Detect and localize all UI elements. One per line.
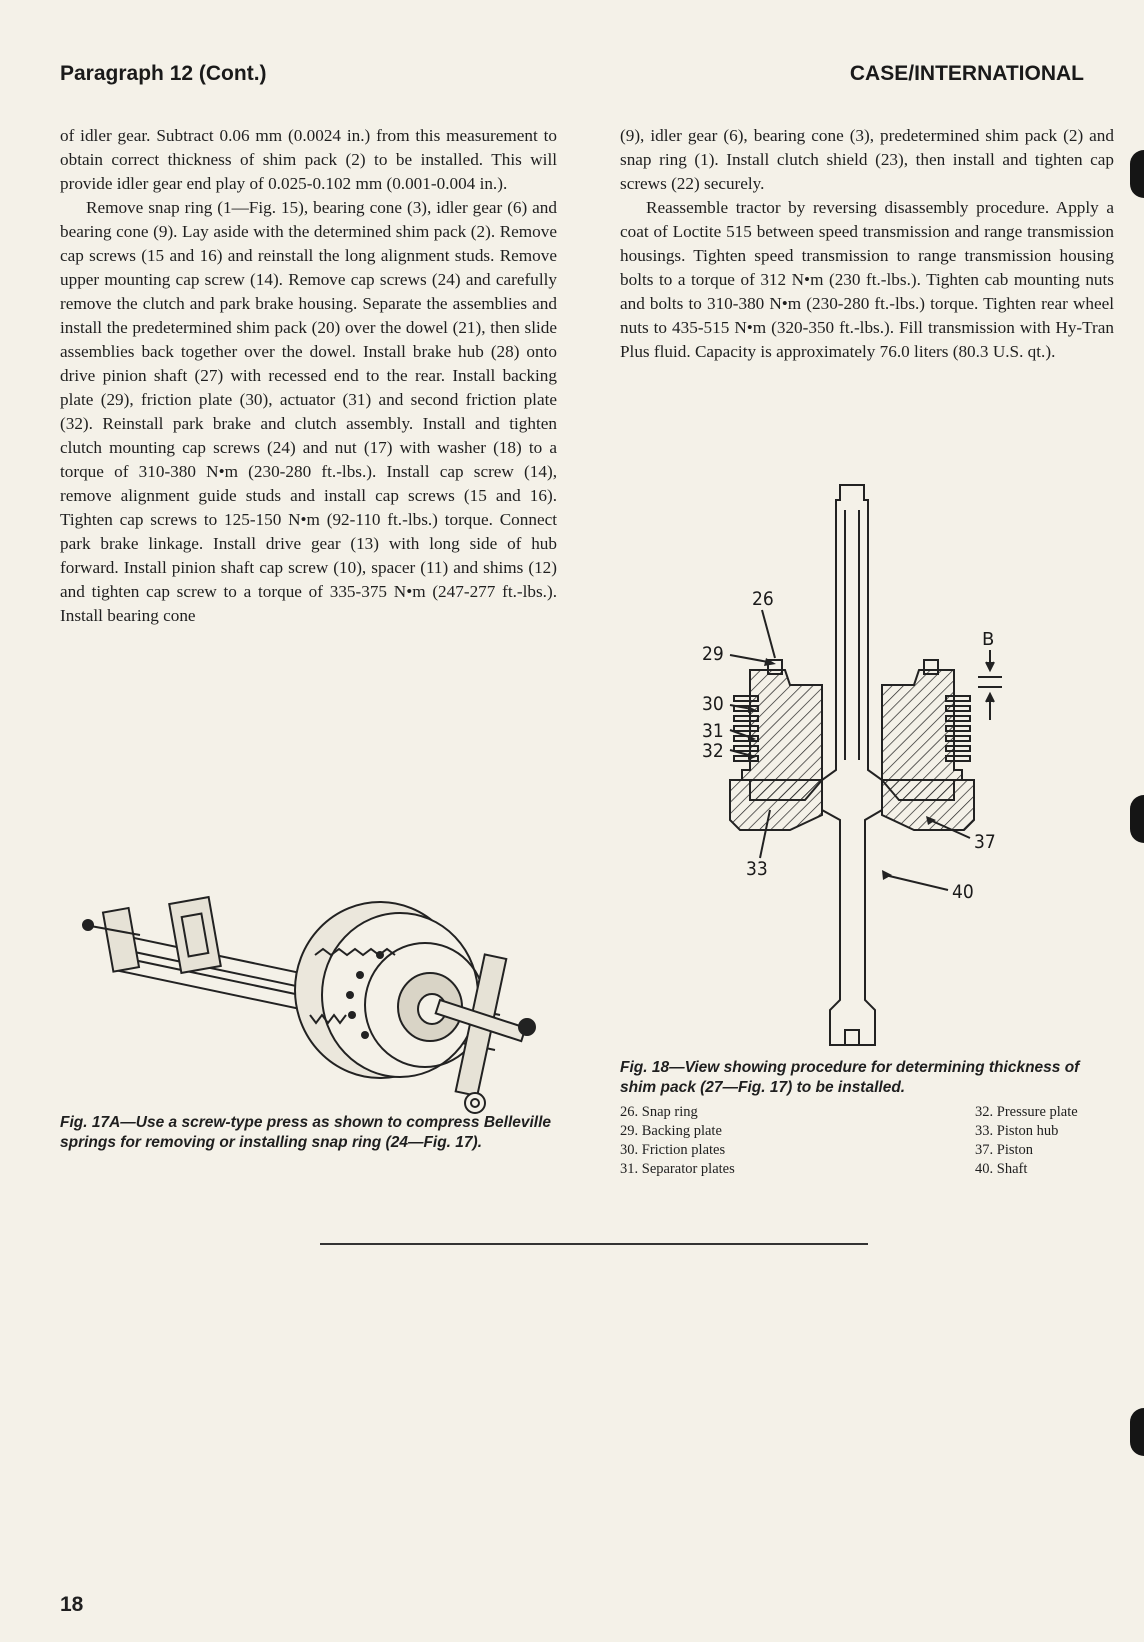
legend-item: 40. Shaft bbox=[975, 1161, 1028, 1177]
left-text-column bbox=[60, 124, 557, 628]
fig18-caption: Fig. 18—View showing procedure for determining thickness of shim pack (27—Fig. 17) to be installed. bbox=[620, 1059, 1080, 1096]
legend-item: 37. Piston bbox=[975, 1142, 1034, 1158]
legend-item: 32. Pressure plate bbox=[975, 1104, 1078, 1120]
page-edge-tab bbox=[1130, 795, 1144, 843]
legend-item: 31. Separator plates bbox=[620, 1161, 735, 1177]
section-divider bbox=[320, 1243, 868, 1245]
callout-33: 33 bbox=[746, 858, 768, 880]
callout-26: 26 bbox=[752, 588, 774, 610]
callout-32: 32 bbox=[702, 740, 724, 762]
fig17a-caption: Fig. 17A—Use a screw-type press as shown to compress Belleville springs for removing or installing snap ring (24—Fig. 17). bbox=[60, 1114, 552, 1151]
right-text-column bbox=[620, 124, 1114, 364]
callout-30: 30 bbox=[702, 693, 724, 715]
paragraph: Reassemble tractor by reversing disassembly procedure. Apply a coat of Loctite 515 between speed transmission and range transmission housings. Tighten speed transmission to range transmission housing bolts to a torque of 312 N•m (230 ft.-lbs.). Tighten cab mounting nuts and bolts to 310-380 N•m (230-280 ft.-lbs.) torque. Tighten rear wheel nuts to 435-515 N•m (320-350 ft.-lbs.). Fill transmission with Hy-Tran Plus fluid. Capacity is approximately 76.0 liters (80.3 U.S. qt.). bbox=[620, 198, 1114, 361]
callout-40: 40 bbox=[952, 881, 974, 903]
fig17a-press-illustration bbox=[80, 895, 540, 1120]
legend-item: 29. Backing plate bbox=[620, 1123, 722, 1139]
running-header-right: CASE/INTERNATIONAL bbox=[849, 62, 1084, 85]
paragraph: Remove snap ring (1—Fig. 15), bearing cone (3), idler gear (6) and bearing cone (9). Lay aside with the determined shim pack (2). Remove cap screws (15 and 16) and reinstall the long alignment studs. Remove upper mounting cap screw (14). Remove cap screws (24) and carefully remove the clutch and park brake housing. Separate the assemblies and install the predetermined shim pack (20) over the dowel (21), then slide assemblies back together over the dowel. Install brake hub (28) onto drive pinion shaft (27) with recessed end to the rear. Install backing plate (29), friction plate (30), actuator (31) and second friction plate (32). Reinstall park brake and clutch assembly. Install and tighten clutch mounting cap screws (24) and nut (17) with washer (18) to a torque of 310-380 N•m (230-280 ft.-lbs.). Install cap screw (14), remove alignment guide studs and install cap screws (15 and 16). Tighten cap screws to 125-150 N•m (92-110 ft.-lbs.) torque. Connect park brake linkage. Install drive gear (13) with long side of hub forward. Install pinion shaft cap screw (10), spacer (11) and shims (12) and tighten cap screw to a torque of 335-375 N•m (247-277 ft.-lbs.). Install bearing cone bbox=[60, 198, 557, 625]
paragraph: (9), idler gear (6), bearing cone (3), predetermined shim pack (2) and snap ring (1). Install clutch shield (23), then install and tighten cap screws (22) securely. bbox=[620, 126, 1114, 193]
page-edge-tab bbox=[1130, 1408, 1144, 1456]
callout-29: 29 bbox=[702, 643, 724, 665]
page-number: 18 bbox=[60, 1593, 84, 1616]
legend-item: 26. Snap ring bbox=[620, 1104, 698, 1120]
fig18-sectional-diagram bbox=[690, 480, 1070, 1060]
running-header-left: Paragraph 12 (Cont.) bbox=[60, 62, 267, 85]
callout-31: 31 bbox=[702, 720, 724, 742]
legend-item: 30. Friction plates bbox=[620, 1142, 726, 1158]
legend-item: 33. Piston hub bbox=[975, 1123, 1059, 1139]
callout-b: B bbox=[982, 629, 995, 650]
page-edge-tab bbox=[1130, 150, 1144, 198]
callout-37: 37 bbox=[974, 831, 996, 853]
paragraph: of idler gear. Subtract 0.06 mm (0.0024 in.) from this measurement to obtain correct thickness of shim pack (2) to be installed. This will provide idler gear end play of 0.025-0.102 mm (0.001-0.004 in.). bbox=[60, 126, 557, 193]
